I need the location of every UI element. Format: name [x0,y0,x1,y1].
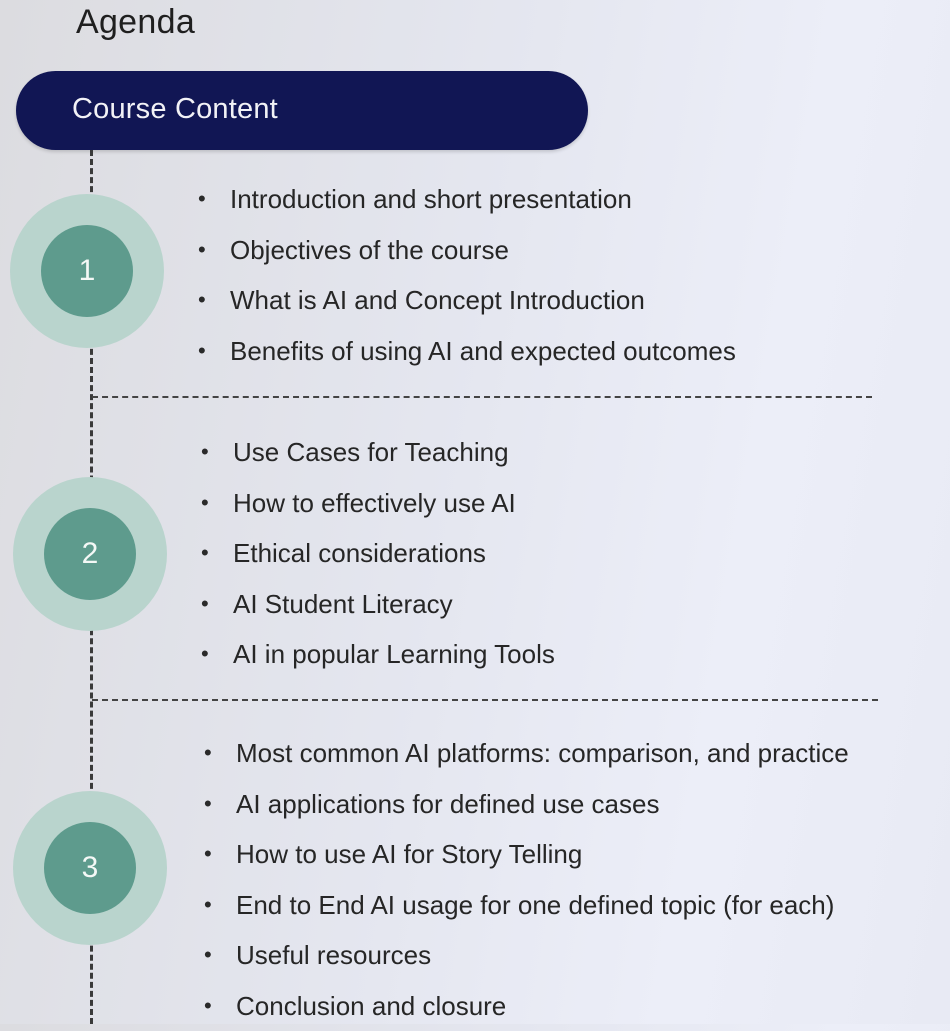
bullet-icon: • [201,478,209,529]
bullet-icon: • [204,779,212,830]
list-item-text: Introduction and short presentation [230,184,632,214]
list-item-text: End to End AI usage for one defined topic (for each) [236,890,834,920]
list-item-text: Use Cases for Teaching [233,437,509,467]
list-item [230,174,736,225]
list-item [230,326,736,377]
list-item-text: How to effectively use AI [233,488,516,518]
list-item [233,629,555,680]
bullet-icon: • [204,880,212,931]
list-item [236,930,849,981]
list-item-text: Most common AI platforms: comparison, and practice [236,738,849,768]
step-number: 3 [44,822,136,914]
list-item-text: Objectives of the course [230,235,509,265]
list-item [236,728,849,779]
banner-label: Course Content [72,89,278,129]
section-2-list [233,427,555,680]
course-content-banner [16,71,588,150]
step-marker-3 [13,791,167,945]
list-item [230,225,736,276]
bullet-icon: • [204,981,212,1031]
list-item-text: What is AI and Concept Introduction [230,285,645,315]
list-item [233,478,555,529]
list-item [230,275,736,326]
list-item-text: Ethical considerations [233,538,486,568]
list-item-text: Useful resources [236,940,431,970]
list-item-text: AI Student Literacy [233,589,453,619]
list-item [233,427,555,478]
list-item [236,829,849,880]
section-1-list [230,174,736,376]
bullet-icon: • [198,225,206,276]
page-title: Agenda [76,0,195,44]
list-item [233,528,555,579]
list-item [236,880,849,931]
list-item-text: How to use AI for Story Telling [236,839,582,869]
section-3-list [236,728,849,1031]
bullet-icon: • [198,275,206,326]
list-item-text: AI applications for defined use cases [236,789,659,819]
bullet-icon: • [198,174,206,225]
bullet-icon: • [201,629,209,680]
bullet-icon: • [198,326,206,377]
bullet-icon: • [201,579,209,630]
section-divider [92,699,878,701]
bullet-icon: • [204,829,212,880]
list-item [236,779,849,830]
list-item-text: Conclusion and closure [236,991,506,1021]
list-item-text: AI in popular Learning Tools [233,639,555,669]
list-item-text: Benefits of using AI and expected outcomes [230,336,736,366]
bullet-icon: • [201,427,209,478]
step-marker-2 [13,477,167,631]
bullet-icon: • [204,930,212,981]
bullet-icon: • [204,728,212,779]
list-item [236,981,849,1031]
step-marker-1 [10,194,164,348]
bullet-icon: • [201,528,209,579]
list-item [233,579,555,630]
section-divider [92,396,872,398]
step-number: 1 [41,225,133,317]
step-number: 2 [44,508,136,600]
